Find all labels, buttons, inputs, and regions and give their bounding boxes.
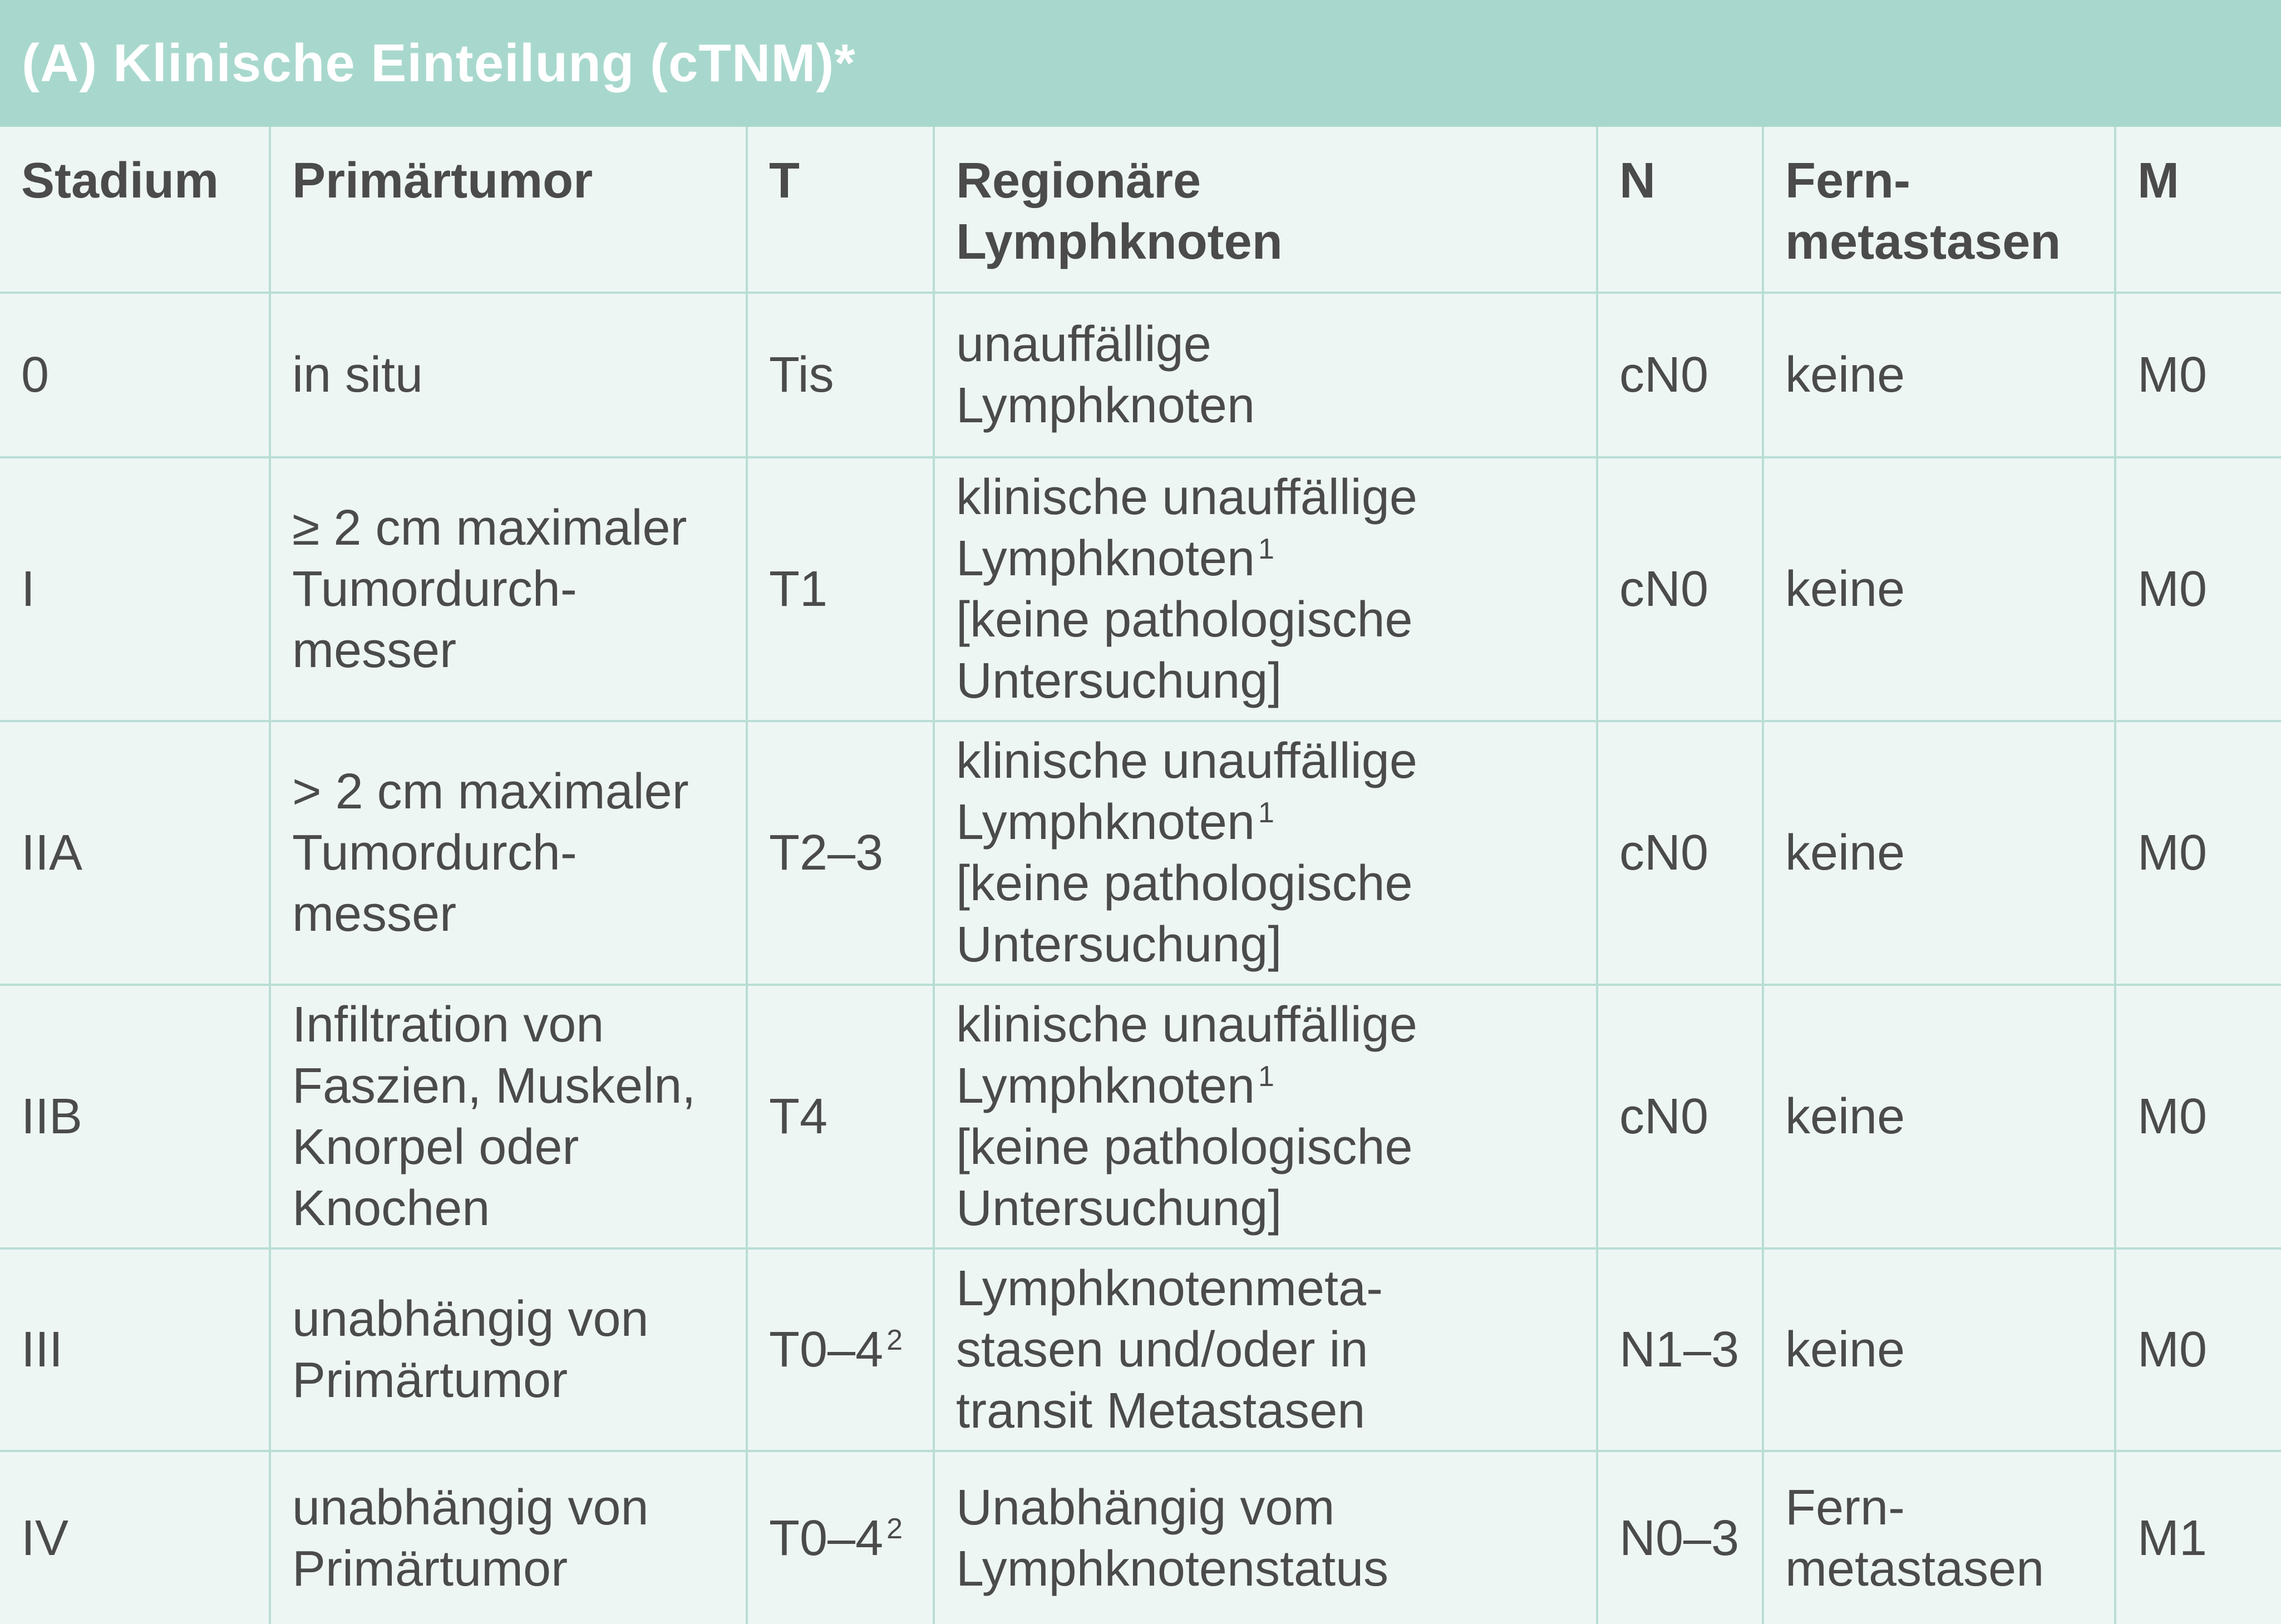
lymphknoten-text: transit Metastasen: [956, 1383, 1366, 1439]
cell-fernmetastasen: [1763, 985, 2115, 1248]
cell-t: [747, 293, 934, 457]
cell-m: [2115, 985, 2281, 1248]
table-header-row: [0, 127, 2281, 293]
table-title-bar: [0, 0, 2281, 127]
cell-n: [1597, 457, 1763, 721]
lymphknoten-text: klinische unauffällige: [956, 470, 1417, 525]
t-value-line: [769, 344, 913, 406]
t-value-line: [769, 1319, 913, 1380]
column-header-line: M: [2137, 153, 2179, 209]
column-header-line: metastasen: [1785, 214, 2061, 270]
lymphknoten-text: Lymphknoten: [956, 378, 1255, 433]
lymphknoten-text: Lymphknoten: [956, 531, 1255, 586]
cell-n: [1597, 985, 1763, 1248]
fernmetastasen-line: keine: [1785, 825, 1905, 881]
fernmetastasen-line: metastasen: [1785, 1541, 2044, 1597]
lymphknoten-line: [956, 914, 1576, 975]
lymphknoten-line: [956, 1538, 1576, 1600]
primaertumor-line: > 2 cm maximaler: [292, 764, 689, 820]
n-value: N0–3: [1619, 1510, 1740, 1566]
cell-lymphknoten: [934, 721, 1597, 985]
column-header-primaertumor: [270, 127, 747, 293]
primaertumor-line: Primärtumor: [292, 1541, 568, 1597]
footnote-marker: 1: [1258, 1060, 1274, 1093]
table-row: [0, 293, 2281, 457]
column-header-t: [747, 127, 934, 293]
lymphknoten-text: Lymphknoten: [956, 794, 1255, 850]
column-header-line: Lymphknoten: [956, 214, 1283, 270]
n-value: N1–3: [1619, 1322, 1740, 1378]
cell-primaertumor: [270, 1248, 747, 1451]
column-header-line: Fern-: [1785, 153, 1910, 209]
column-header-line: Primärtumor: [292, 153, 593, 209]
lymphknoten-text: Untersuchung]: [956, 653, 1282, 709]
lymphknoten-line: [956, 375, 1576, 436]
cell-primaertumor: [270, 293, 747, 457]
t-value-line: [769, 559, 913, 620]
table-row: [0, 1248, 2281, 1451]
t-value: Tis: [769, 347, 834, 403]
t-value-line: [769, 1508, 913, 1569]
m-value: M0: [2137, 561, 2208, 617]
column-header-line: N: [1619, 153, 1656, 209]
m-value: M0: [2137, 825, 2208, 881]
lymphknoten-line: [956, 853, 1576, 914]
cell-stadium: [0, 1451, 270, 1624]
cell-t: [747, 1451, 934, 1624]
primaertumor-line: Knorpel oder: [292, 1119, 579, 1175]
lymphknoten-text: [keine pathologische: [956, 856, 1413, 911]
cell-m: [2115, 293, 2281, 457]
fernmetastasen-line: Fern-: [1785, 1479, 1905, 1536]
lymphknoten-text: unauffällige: [956, 317, 1211, 372]
cell-lymphknoten: [934, 293, 1597, 457]
m-value: M0: [2137, 1089, 2208, 1144]
lymphknoten-line: [956, 467, 1576, 528]
fernmetastasen-line: keine: [1785, 1322, 1905, 1378]
lymphknoten-text: Untersuchung]: [956, 917, 1282, 973]
cell-primaertumor: [270, 1451, 747, 1624]
lymphknoten-text: stasen und/oder in: [956, 1322, 1368, 1378]
cell-primaertumor: [270, 457, 747, 721]
stadium-value: III: [21, 1322, 63, 1378]
cell-primaertumor: [270, 985, 747, 1248]
lymphknoten-line: [956, 528, 1576, 589]
column-header-stadium: [0, 127, 270, 293]
primaertumor-line: unabhängig von: [292, 1479, 649, 1536]
lymphknoten-text: Unabhängig vom: [956, 1479, 1335, 1536]
lymphknoten-text: Lymphknotenmeta-: [956, 1261, 1383, 1316]
m-value: M1: [2137, 1510, 2208, 1566]
m-value: M0: [2137, 1322, 2208, 1378]
cell-n: [1597, 1248, 1763, 1451]
fernmetastasen-line: keine: [1785, 1089, 1905, 1144]
column-header-line: Regionäre: [956, 153, 1201, 209]
lymphknoten-line: [956, 792, 1576, 853]
cell-t: [747, 721, 934, 985]
cell-fernmetastasen: [1763, 293, 2115, 457]
primaertumor-line: Infiltration von: [292, 997, 604, 1053]
cell-m: [2115, 1451, 2281, 1624]
n-value: cN0: [1619, 1089, 1709, 1144]
n-value: cN0: [1619, 561, 1709, 617]
t-value-line: [769, 1086, 913, 1147]
lymphknoten-line: [956, 1477, 1576, 1538]
cell-stadium: [0, 1248, 270, 1451]
stadium-value: IV: [21, 1510, 69, 1566]
t-value: T4: [769, 1089, 828, 1144]
cell-stadium: [0, 985, 270, 1248]
stadium-value: 0: [21, 347, 50, 403]
lymphknoten-line: [956, 650, 1576, 712]
table-row: [0, 721, 2281, 985]
lymphknoten-text: Lymphknotenstatus: [956, 1541, 1389, 1597]
m-value: M0: [2137, 347, 2208, 403]
cell-t: [747, 457, 934, 721]
primaertumor-line: Knochen: [292, 1181, 490, 1236]
lymphknoten-line: [956, 1380, 1576, 1442]
cell-stadium: [0, 457, 270, 721]
lymphknoten-text: [keine pathologische: [956, 1119, 1413, 1175]
primaertumor-line: Tumordurch-: [292, 561, 577, 617]
cell-stadium: [0, 721, 270, 985]
lymphknoten-line: [956, 1319, 1576, 1380]
cell-m: [2115, 721, 2281, 985]
lymphknoten-line: [956, 314, 1576, 375]
lymphknoten-line: [956, 730, 1576, 792]
cell-n: [1597, 721, 1763, 985]
lymphknoten-line: [956, 1117, 1576, 1178]
t-value: T0–4: [769, 1322, 884, 1378]
primaertumor-line: Tumordurch-: [292, 825, 577, 881]
lymphknoten-line: [956, 1258, 1576, 1319]
lymphknoten-text: klinische unauffällige: [956, 997, 1417, 1053]
cell-n: [1597, 1451, 1763, 1624]
lymphknoten-line: [956, 1055, 1576, 1117]
table-title: (A) Klinische Einteilung (cTNM)*: [22, 33, 856, 93]
footnote-marker: 2: [886, 1512, 903, 1545]
column-header-fernmetastasen: [1763, 127, 2115, 293]
column-header-line: Stadium: [21, 153, 219, 209]
column-header-lymphknoten: [934, 127, 1597, 293]
lymphknoten-text: Lymphknoten: [956, 1058, 1255, 1114]
cell-t: [747, 1248, 934, 1451]
cell-n: [1597, 293, 1763, 457]
n-value: cN0: [1619, 825, 1709, 881]
primaertumor-line: messer: [292, 886, 457, 942]
cell-lymphknoten: [934, 457, 1597, 721]
primaertumor-line: unabhängig von: [292, 1291, 649, 1347]
cell-fernmetastasen: [1763, 721, 2115, 985]
cell-stadium: [0, 293, 270, 457]
cell-primaertumor: [270, 721, 747, 985]
t-value: T0–4: [769, 1510, 884, 1566]
t-value: T1: [769, 561, 828, 617]
primaertumor-line: messer: [292, 623, 457, 678]
cell-fernmetastasen: [1763, 457, 2115, 721]
lymphknoten-line: [956, 1178, 1576, 1239]
primaertumor-line: Faszien, Muskeln,: [292, 1058, 696, 1114]
cell-fernmetastasen: [1763, 1451, 2115, 1624]
column-header-m: [2115, 127, 2281, 293]
cell-fernmetastasen: [1763, 1248, 2115, 1451]
t-value: T2–3: [769, 825, 884, 881]
stadium-value: I: [21, 561, 36, 617]
primaertumor-line: Primärtumor: [292, 1352, 568, 1408]
fernmetastasen-line: keine: [1785, 561, 1905, 617]
cell-lymphknoten: [934, 1451, 1597, 1624]
lymphknoten-line: [956, 994, 1576, 1055]
column-header-line: T: [769, 153, 800, 209]
table-row: [0, 457, 2281, 721]
table-row: [0, 1451, 2281, 1624]
fernmetastasen-line: keine: [1785, 347, 1905, 403]
primaertumor-line: in situ: [292, 347, 423, 403]
column-header-n: [1597, 127, 1763, 293]
cell-m: [2115, 1248, 2281, 1451]
n-value: cN0: [1619, 347, 1709, 403]
staging-table: [0, 127, 2281, 1624]
footnote-marker: 1: [1258, 533, 1274, 565]
lymphknoten-line: [956, 589, 1576, 650]
table-row: [0, 985, 2281, 1248]
primaertumor-line: ≥ 2 cm maximaler: [292, 500, 687, 556]
cell-lymphknoten: [934, 985, 1597, 1248]
lymphknoten-text: klinische unauffällige: [956, 733, 1417, 789]
footnote-marker: 2: [886, 1324, 903, 1356]
stadium-value: IIB: [21, 1089, 83, 1144]
lymphknoten-text: Untersuchung]: [956, 1181, 1282, 1236]
lymphknoten-text: [keine pathologische: [956, 592, 1413, 648]
stadium-value: IIA: [21, 825, 83, 881]
cell-m: [2115, 457, 2281, 721]
cell-t: [747, 985, 934, 1248]
t-value-line: [769, 822, 913, 883]
cell-lymphknoten: [934, 1248, 1597, 1451]
footnote-marker: 1: [1258, 797, 1274, 829]
